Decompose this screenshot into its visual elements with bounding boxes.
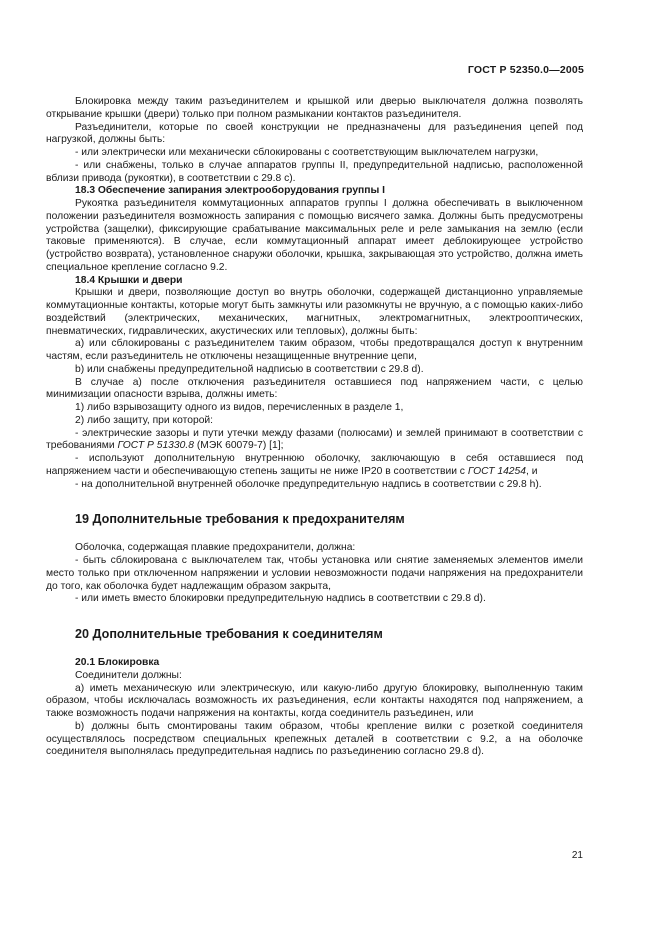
page-number: 21 bbox=[571, 850, 583, 861]
list-item bbox=[46, 453, 583, 479]
list-item-text: - используют дополнительную внутреннюю оболочку, заключающую в себя оставшиеся под напряжением части и обеспечивающую степень защиты не ниже IP20 в соответствии с bbox=[46, 453, 583, 477]
list-item-text: , и bbox=[526, 465, 538, 477]
list-item: - или электрически или механически сблокированы с соответствующим выключателем нагрузки, bbox=[75, 147, 539, 158]
list-item bbox=[46, 428, 583, 454]
document-code: ГОСТ Р 52350.0—2005 bbox=[467, 64, 584, 76]
subsection-heading-18-4: 18.4 Крышки и двери bbox=[75, 274, 183, 286]
paragraph: Разъединители, которые по своей конструкции не предназначены для разъединения цепей под нагрузкой, должны быть: bbox=[46, 121, 583, 146]
standard-reference: ГОСТ Р 51330.8 bbox=[117, 440, 194, 452]
subsection-heading-18-3: 18.3 Обеспечение запирания электрооборудования группы I bbox=[75, 185, 386, 197]
subsection-heading-20-1: 20.1 Блокировка bbox=[75, 657, 160, 668]
page-body bbox=[46, 96, 583, 759]
paragraph: Оболочка, содержащая плавкие предохранители, должна: bbox=[75, 542, 356, 554]
paragraph: В случае а) после отключения разъединителя оставшиеся под напряжением части, с целью минимизации опасности взрыва, должны иметь: bbox=[46, 376, 583, 401]
list-item: а) иметь механическую или электрическую, или какую-либо другую блокировку, выполненную таким образом, чтобы исключалась возможность их разъединения, если контакты находятся под напряжением, а также возможность подачи напряжения на контакты, когда соединитель разъединен, или bbox=[46, 682, 583, 719]
list-item-text: - электрические зазоры и пути утечки между фазами (полюсами) и землей принимают в соответствии с требованиями bbox=[46, 427, 583, 452]
list-item: b) или снабжены предупредительной надписью в соответствии с 29.8 d). bbox=[75, 363, 424, 375]
paragraph: Крышки и двери, позволяющие доступ во внутрь оболочки, содержащей дистанционно управляемые коммутационные контакты, которые могут быть замкнуты или разомкнуты не вручную, а с помощью каких-либо воздействий (электрических, механических, магнитных, электромагнитных, электрооптических, пневматических, гидравлических, акустических или тепловых), должны быть: bbox=[46, 287, 583, 337]
list-item: b) должны быть смонтированы таким образом, чтобы крепление вилки с розеткой соединителя осуществлялось посредством специальных крепежных деталей в соответствии с 9.2, а на оболочке соединителя выполнялась предупредительная надпись по разъединению согласно 29.8 d). bbox=[46, 720, 583, 758]
section-heading-20: 20 Дополнительные требования к соединителям bbox=[75, 627, 383, 641]
list-item: - быть сблокирована с выключателем так, чтобы установка или снятие заменяемых элементов имели место только при отключенном напряжении и условии невозможности подачи напряжения на предохранители до того, как оболочка будет надлежащим образом закрыта, bbox=[46, 555, 583, 592]
list-item: - на дополнительной внутренней оболочке предупредительную надпись в соответствии с 29.8 h). bbox=[75, 478, 542, 490]
list-item: - или снабжены, только в случае аппаратов группы II, предупредительной надписью, расположенной вблизи привода (рукоятки), в соответствии с 29.8 с). bbox=[46, 159, 583, 184]
standard-reference: ГОСТ 14254 bbox=[467, 465, 526, 477]
section-heading-19: 19 Дополнительные требования к предохранителям bbox=[75, 512, 405, 527]
list-item: - или иметь вместо блокировки предупредительную надпись в соответствии с 29.8 d). bbox=[75, 593, 486, 605]
list-item: 2) либо защиту, при которой: bbox=[75, 414, 214, 426]
paragraph: Соединители должны: bbox=[75, 669, 182, 681]
list-item: а) или сблокированы с разъединителем таким образом, чтобы предотвращался доступ к внутренним частям, если разъединитель не отключены незащищенные внутренние цепи, bbox=[46, 338, 583, 362]
list-item-text: (МЭК 60079-7) [1]; bbox=[196, 440, 284, 452]
paragraph: Блокировка между таким разъединителем и крышкой или дверью выключателя должна позволять открывание крышки (двери) только при полном размыкании контактов разъединителя. bbox=[46, 96, 583, 120]
list-item: 1) либо взрывозащиту одного из видов, перечисленных в разделе 1, bbox=[75, 402, 404, 413]
paragraph: Рукоятка разъединителя коммутационных аппаратов группы I должна обеспечивать в выключенном положении разъединителя возможность запирания с помощью висячего замка. Должны быть предусмотрены устройства (защелки), фиксирующие срабатывание максимальных реле и реле замыкания на землю (если таковые применяются). В случае, если коммутационный аппарат имеет деблокирующее устройство (устройство возврата), установленное снаружи оболочки, крышка, закрывающая это устройство, должна иметь специальное крепление согласно 9.2. bbox=[46, 198, 583, 273]
